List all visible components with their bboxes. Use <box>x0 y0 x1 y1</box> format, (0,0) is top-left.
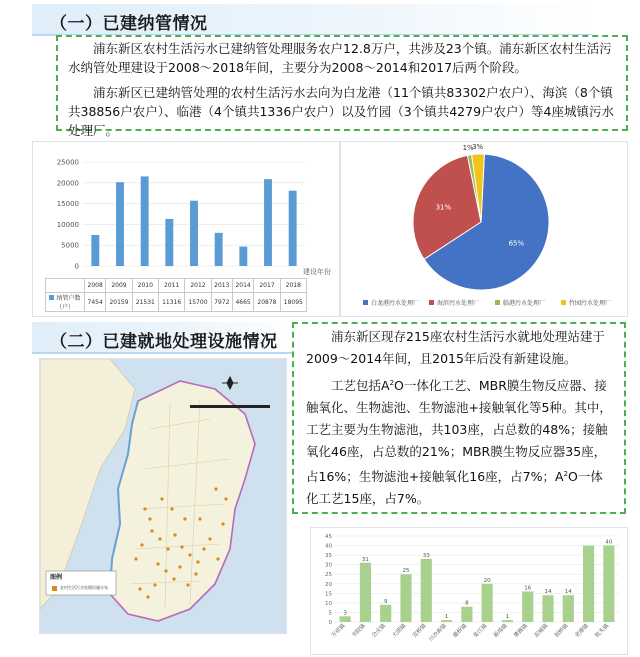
section2-title: （二）已建就地处理设施情况 <box>50 332 278 352</box>
table-value-cell: 21531 <box>132 293 158 312</box>
legend-label: 临港污水处理厂 <box>503 300 546 307</box>
bar-data-label: 33 <box>422 552 430 559</box>
x-tick-label: 新场镇 <box>492 623 509 640</box>
table-value-cell: 7454 <box>85 293 106 312</box>
y-tick-label: 15000 <box>56 200 79 209</box>
y-tick-label: 5000 <box>61 241 79 250</box>
section1-para1: 浦东新区农村生活污水已建纳管处理服务农户12.8万户，共涉及23个镇。浦东新区农村生活污水纳管处理建设于2008～2018年间，主要分为2008～2014和2017后两个阶段。 <box>68 41 612 75</box>
x-tick-label: 书院镇 <box>350 623 367 640</box>
y-tick-label: 10 <box>325 600 332 607</box>
x-tick-label: 大团镇 <box>391 623 408 640</box>
bar-张江镇 <box>482 584 493 622</box>
bar-万祥镇 <box>340 616 351 622</box>
table-series-label: 纳管户数（户） <box>46 293 85 312</box>
bar-chart-data-table <box>45 278 307 312</box>
x-tick-label: 康桥镇 <box>452 623 469 640</box>
bar-合庆镇 <box>380 605 391 622</box>
y-tick-label: 0 <box>74 262 79 271</box>
bar-大团镇 <box>400 574 411 622</box>
bar-2011 <box>165 219 173 266</box>
table-year-cell: 2010 <box>132 279 158 293</box>
section2-textbox <box>292 322 626 514</box>
bar-2008 <box>91 235 99 266</box>
table-value-cell: 7972 <box>211 293 232 312</box>
legend-swatch <box>495 300 500 305</box>
y-tick-label: 20000 <box>56 179 79 188</box>
bar-2013 <box>215 233 223 266</box>
bar-川沙新镇 <box>441 620 452 622</box>
bar-data-label: 1 <box>444 614 449 621</box>
bar-祝桥镇 <box>563 595 574 622</box>
pie-data-label: 1% <box>462 144 474 153</box>
table-year-cell: 2017 <box>254 279 280 293</box>
y-tick-label: 25 <box>325 572 332 579</box>
town-facility-bar-chart <box>311 528 627 654</box>
map-legend-item: 农村生活污水处理设施分布 <box>60 585 108 590</box>
y-tick-label: 45 <box>325 534 332 540</box>
x-tick-label: 航头镇 <box>594 623 611 640</box>
pie-data-label: 3% <box>472 143 484 152</box>
bar-data-label: 20 <box>483 577 491 584</box>
table-year-cell: 2011 <box>158 279 184 293</box>
bar-data-label: 8 <box>465 600 469 607</box>
destination-pie-chart <box>341 142 627 316</box>
y-tick-label: 5 <box>328 610 332 617</box>
bar-航头镇 <box>603 546 614 622</box>
section2-header <box>32 322 302 354</box>
destination-pie-chart-panel <box>340 141 628 317</box>
superscript-2: 2 <box>389 379 395 387</box>
legend-label: 白龙港污水处理厂 <box>371 300 420 307</box>
legend-swatch <box>429 300 434 305</box>
bar-2017 <box>264 179 272 266</box>
y-tick-label: 20 <box>325 581 332 588</box>
bar-data-label: 9 <box>383 598 388 605</box>
table-value-cell: 20878 <box>254 293 280 312</box>
section1-textbox <box>56 35 628 138</box>
bar-2014 <box>239 247 247 266</box>
bar-data-label: 14 <box>564 589 572 596</box>
bar-data-label: 25 <box>402 568 410 575</box>
x-tick-label: 祝桥镇 <box>553 623 570 640</box>
y-tick-label: 15 <box>325 591 332 598</box>
facility-map-panel <box>39 358 287 634</box>
table-year-cell: 2008 <box>85 279 106 293</box>
x-tick-label: 曹路镇 <box>513 623 530 640</box>
xaxis-title: 建设年份 <box>303 268 331 276</box>
legend-swatch <box>363 300 368 305</box>
table-value-cell: 11316 <box>158 293 184 312</box>
table-value-cell: 15700 <box>185 293 211 312</box>
x-tick-label: 川沙新镇 <box>428 623 448 643</box>
legend-swatch <box>561 300 566 305</box>
x-tick-label: 宣桥镇 <box>411 623 428 640</box>
y-tick-label: 40 <box>325 543 332 550</box>
bar-泥城镇 <box>542 595 553 622</box>
table-value-cell: 20159 <box>106 293 132 312</box>
x-tick-label: 合庆镇 <box>371 623 388 640</box>
section2-para2-post: O一体化工艺、MBR膜生物反应器、接触氧化、生物滤池、生物滤池+接触氧化等5种。其中，工艺主要为生物滤池，共103座，占总数的48%；接触氧化46座，占总数的21%；MBR膜生物反应器35座，占16%；生物滤池+接触氧化16座，占7%；A <box>306 378 612 485</box>
x-tick-label: 万祥镇 <box>330 623 347 640</box>
y-tick-label: 10000 <box>56 220 79 229</box>
section1-header <box>32 4 592 36</box>
bar-书院镇 <box>360 563 371 622</box>
x-tick-label: 张江镇 <box>472 623 489 640</box>
bar-2012 <box>190 201 198 266</box>
table-year-cell: 2012 <box>185 279 211 293</box>
bar-2010 <box>141 176 149 266</box>
households-bar-chart <box>33 142 339 282</box>
bar-data-label: 3 <box>343 610 347 617</box>
table-year-cell: 2018 <box>280 279 306 293</box>
bar-老港镇 <box>583 546 594 622</box>
x-tick-label: 老港镇 <box>574 623 590 640</box>
bar-新场镇 <box>502 620 513 622</box>
map-legend-title: 图例 <box>50 574 63 581</box>
section2-para2-end: O一体化工艺15座，占7%。 <box>306 469 603 507</box>
bar-2018 <box>289 191 297 266</box>
table-header-blank <box>46 279 85 293</box>
legend-label: 竹园污水处理厂 <box>569 300 612 307</box>
y-tick-label: 30 <box>325 562 332 569</box>
section1-para2: 浦东新区已建纳管处理的农村生活污水去向为白龙港（11个镇共83302户农户）、海滨（8个镇共38856户农户）、临港（4个镇共1336户农户）以及竹园（3个镇共4279户农户）等4座城镇污水处理厂。 <box>68 85 614 138</box>
bar-data-label: 14 <box>544 589 552 596</box>
legend-label: 海滨污水处理厂 <box>437 300 480 307</box>
section2-para2-pre: 工艺包括A <box>331 378 390 394</box>
bar-data-label: 1 <box>505 614 510 621</box>
households-bar-chart-panel <box>32 141 340 317</box>
town-facility-bar-chart-panel <box>310 527 628 655</box>
table-year-cell: 2013 <box>211 279 232 293</box>
bar-2009 <box>116 182 124 266</box>
pie-data-label: 65% <box>508 239 525 248</box>
table-year-cell: 2014 <box>232 279 253 293</box>
table-value-cell: 18095 <box>280 293 306 312</box>
table-year-cell: 2009 <box>106 279 132 293</box>
bar-康桥镇 <box>461 607 472 622</box>
superscript-2b: 2 <box>563 470 569 479</box>
section2-para1: 浦东新区现存215座农村生活污水就地处理站建于2009～2014年间，且2015年后没有新建设施。 <box>306 329 605 366</box>
y-tick-label: 25000 <box>56 158 79 167</box>
bar-data-label: 40 <box>605 539 613 546</box>
table-value-cell: 4665 <box>232 293 253 312</box>
bar-曹路镇 <box>522 591 533 622</box>
facility-map <box>40 359 286 633</box>
y-tick-label: 35 <box>325 553 332 560</box>
section1-title: （一）已建纳管情况 <box>50 14 208 34</box>
bar-data-label: 31 <box>361 556 369 563</box>
section2-para2 <box>306 372 614 510</box>
bar-data-label: 16 <box>524 585 532 592</box>
y-tick-label: 0 <box>328 620 332 626</box>
x-tick-label: 泥城镇 <box>533 623 550 640</box>
scale-bar-icon <box>190 405 270 408</box>
pie-data-label: 31% <box>435 203 452 212</box>
bar-宣桥镇 <box>421 559 432 622</box>
